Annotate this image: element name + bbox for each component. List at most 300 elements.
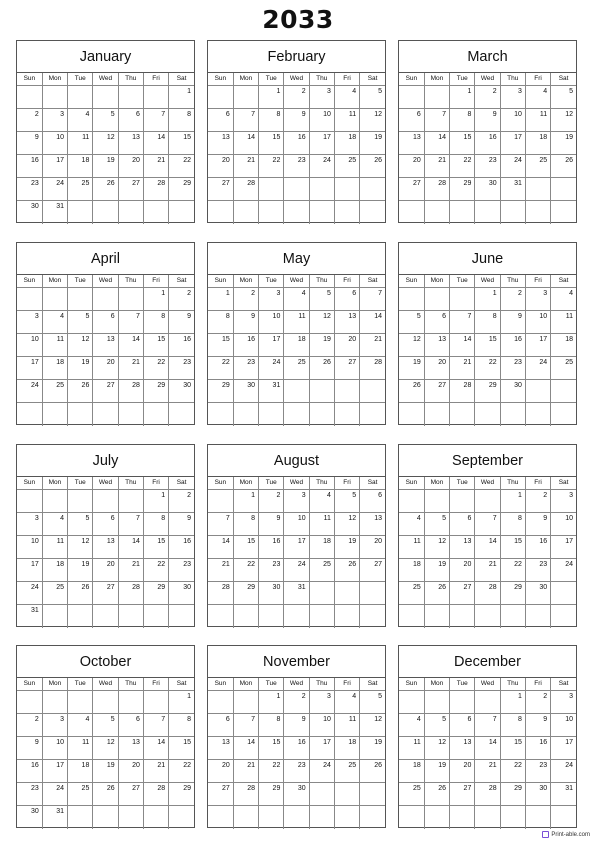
day-cell: 8 (259, 109, 284, 132)
day-cell: 16 (169, 536, 194, 559)
day-cell: 9 (17, 737, 42, 760)
day-cell: 17 (525, 334, 550, 357)
day-cell: 11 (334, 109, 359, 132)
day-cell: 3 (17, 513, 42, 536)
day-cell (169, 605, 194, 628)
day-cell: 10 (525, 311, 550, 334)
brand-logo (542, 831, 590, 838)
day-cell: 26 (93, 783, 118, 806)
day-cell: 30 (169, 380, 194, 403)
day-cell: 15 (259, 132, 284, 155)
month-june (398, 242, 577, 425)
day-cell: 4 (42, 311, 67, 334)
weekday-header: Wed (475, 275, 500, 288)
day-cell: 28 (143, 783, 168, 806)
day-cell: 8 (208, 311, 233, 334)
weekday-header: Mon (42, 275, 67, 288)
weekday-header: Thu (309, 678, 334, 691)
day-cell (208, 403, 233, 426)
day-cell: 9 (169, 513, 194, 536)
day-cell: 9 (284, 714, 309, 737)
weekday-header: Thu (500, 678, 525, 691)
day-cell: 29 (143, 380, 168, 403)
weekday-header: Mon (42, 678, 67, 691)
day-cell: 19 (68, 357, 93, 380)
day-cell: 14 (475, 536, 500, 559)
weekday-header: Thu (500, 477, 525, 490)
day-cell: 11 (284, 311, 309, 334)
day-cell: 25 (525, 155, 550, 178)
day-cell: 19 (360, 737, 385, 760)
day-cell: 22 (475, 357, 500, 380)
day-cell: 12 (424, 737, 449, 760)
month-table (208, 73, 385, 224)
day-cell (334, 403, 359, 426)
month-table (399, 477, 576, 628)
day-cell: 5 (360, 691, 385, 714)
day-cell: 2 (475, 86, 500, 109)
day-cell (118, 490, 143, 513)
day-cell: 12 (360, 714, 385, 737)
day-cell (551, 178, 576, 201)
day-cell: 27 (208, 783, 233, 806)
weekday-header: Wed (475, 73, 500, 86)
day-cell: 13 (93, 334, 118, 357)
day-cell: 25 (551, 357, 576, 380)
day-cell: 14 (475, 737, 500, 760)
day-cell: 20 (118, 155, 143, 178)
day-cell: 16 (169, 334, 194, 357)
day-cell (259, 178, 284, 201)
day-cell (399, 691, 424, 714)
weekday-header: Thu (309, 477, 334, 490)
day-cell (551, 403, 576, 426)
day-cell: 30 (17, 806, 42, 829)
day-cell (475, 490, 500, 513)
day-cell (118, 806, 143, 829)
day-cell: 17 (17, 357, 42, 380)
day-cell: 8 (233, 513, 258, 536)
month-table (208, 275, 385, 426)
day-cell: 19 (68, 559, 93, 582)
day-cell: 1 (475, 288, 500, 311)
day-cell: 25 (399, 783, 424, 806)
day-cell: 19 (93, 760, 118, 783)
day-cell: 6 (118, 109, 143, 132)
weekday-header: Sat (169, 275, 194, 288)
day-cell: 18 (334, 132, 359, 155)
day-cell (500, 806, 525, 829)
day-cell: 3 (525, 288, 550, 311)
day-cell: 16 (284, 737, 309, 760)
month-august (207, 444, 386, 627)
day-cell: 19 (424, 760, 449, 783)
day-cell: 29 (233, 582, 258, 605)
day-cell (450, 691, 475, 714)
day-cell: 3 (17, 311, 42, 334)
day-cell (399, 605, 424, 628)
day-cell (525, 178, 550, 201)
day-cell: 7 (450, 311, 475, 334)
day-cell: 11 (42, 536, 67, 559)
day-cell: 30 (233, 380, 258, 403)
day-cell: 18 (334, 737, 359, 760)
day-cell: 23 (525, 559, 550, 582)
printer-icon (542, 831, 549, 838)
day-cell: 26 (93, 178, 118, 201)
day-cell (551, 201, 576, 224)
day-cell (118, 691, 143, 714)
weekday-header: Sun (17, 73, 42, 86)
day-cell (360, 783, 385, 806)
day-cell (93, 691, 118, 714)
day-cell: 18 (309, 536, 334, 559)
day-cell (93, 490, 118, 513)
month-name: July (17, 445, 194, 477)
day-cell: 21 (143, 760, 168, 783)
day-cell: 31 (500, 178, 525, 201)
weekday-header: Sat (360, 477, 385, 490)
month-march (398, 40, 577, 223)
weekday-header: Fri (143, 678, 168, 691)
day-cell (118, 86, 143, 109)
weekday-header: Wed (284, 73, 309, 86)
day-cell: 30 (500, 380, 525, 403)
weekday-header: Thu (500, 275, 525, 288)
day-cell: 6 (118, 714, 143, 737)
day-cell: 3 (500, 86, 525, 109)
day-cell: 31 (17, 605, 42, 628)
day-cell: 6 (450, 714, 475, 737)
day-cell: 6 (334, 288, 359, 311)
day-cell: 18 (42, 559, 67, 582)
day-cell: 18 (42, 357, 67, 380)
day-cell: 12 (68, 334, 93, 357)
day-cell: 17 (17, 559, 42, 582)
weekday-header: Wed (284, 477, 309, 490)
day-cell: 12 (360, 109, 385, 132)
weekday-header: Sun (208, 73, 233, 86)
day-cell (208, 86, 233, 109)
day-cell: 24 (42, 178, 67, 201)
day-cell (360, 201, 385, 224)
weekday-header: Thu (118, 678, 143, 691)
day-cell (334, 178, 359, 201)
day-cell: 2 (500, 288, 525, 311)
day-cell: 24 (525, 357, 550, 380)
day-cell: 27 (334, 357, 359, 380)
day-cell: 7 (360, 288, 385, 311)
day-cell: 3 (284, 490, 309, 513)
day-cell: 23 (169, 559, 194, 582)
month-name: September (399, 445, 576, 477)
day-cell (334, 605, 359, 628)
weekday-header: Thu (500, 73, 525, 86)
day-cell (259, 605, 284, 628)
day-cell: 30 (475, 178, 500, 201)
day-cell: 26 (68, 582, 93, 605)
month-name: October (17, 646, 194, 678)
month-table (208, 477, 385, 628)
day-cell (68, 806, 93, 829)
day-cell (525, 806, 550, 829)
weekday-header: Wed (93, 275, 118, 288)
day-cell: 25 (42, 380, 67, 403)
month-september (398, 444, 577, 627)
day-cell: 27 (450, 582, 475, 605)
day-cell (284, 178, 309, 201)
weekday-header: Tue (68, 477, 93, 490)
day-cell: 2 (17, 714, 42, 737)
day-cell: 7 (475, 513, 500, 536)
day-cell (208, 490, 233, 513)
day-cell: 27 (360, 559, 385, 582)
day-cell: 2 (17, 109, 42, 132)
day-cell: 26 (360, 155, 385, 178)
month-table (17, 73, 194, 224)
brand-text: Print-able.com (551, 831, 590, 838)
day-cell (143, 605, 168, 628)
day-cell (42, 605, 67, 628)
day-cell (360, 178, 385, 201)
day-cell: 19 (360, 132, 385, 155)
day-cell: 13 (93, 536, 118, 559)
weekday-header: Thu (309, 275, 334, 288)
day-cell: 22 (208, 357, 233, 380)
day-cell: 29 (450, 178, 475, 201)
month-table (399, 678, 576, 829)
day-cell: 24 (309, 155, 334, 178)
day-cell: 5 (399, 311, 424, 334)
day-cell: 14 (360, 311, 385, 334)
day-cell: 12 (93, 737, 118, 760)
day-cell (233, 691, 258, 714)
weekday-header: Fri (143, 275, 168, 288)
day-cell: 3 (551, 691, 576, 714)
day-cell: 9 (475, 109, 500, 132)
day-cell: 14 (118, 536, 143, 559)
weekday-header: Thu (118, 275, 143, 288)
day-cell (424, 86, 449, 109)
day-cell: 16 (259, 536, 284, 559)
day-cell (259, 403, 284, 426)
weekday-header: Tue (259, 73, 284, 86)
day-cell (424, 605, 449, 628)
day-cell: 15 (233, 536, 258, 559)
weekday-header: Fri (334, 678, 359, 691)
weekday-header: Sat (551, 678, 576, 691)
day-cell: 10 (259, 311, 284, 334)
day-cell (118, 403, 143, 426)
day-cell (42, 86, 67, 109)
day-cell (475, 806, 500, 829)
day-cell: 1 (259, 86, 284, 109)
day-cell: 22 (500, 559, 525, 582)
weekday-header: Tue (450, 73, 475, 86)
day-cell: 9 (500, 311, 525, 334)
day-cell: 5 (68, 311, 93, 334)
day-cell: 24 (500, 155, 525, 178)
weekday-header: Sat (551, 477, 576, 490)
day-cell: 12 (551, 109, 576, 132)
weekday-header: Sat (551, 73, 576, 86)
day-cell: 22 (500, 760, 525, 783)
weekday-header: Fri (525, 73, 550, 86)
day-cell: 28 (233, 178, 258, 201)
day-cell: 8 (475, 311, 500, 334)
day-cell (360, 380, 385, 403)
weekday-header: Fri (334, 73, 359, 86)
day-cell: 21 (118, 357, 143, 380)
day-cell: 23 (284, 155, 309, 178)
day-cell (360, 806, 385, 829)
day-cell (525, 403, 550, 426)
day-cell: 16 (17, 155, 42, 178)
day-cell (118, 605, 143, 628)
day-cell: 1 (259, 691, 284, 714)
weekday-header: Sat (360, 275, 385, 288)
day-cell: 6 (208, 714, 233, 737)
day-cell: 25 (42, 582, 67, 605)
day-cell (360, 605, 385, 628)
month-name: June (399, 243, 576, 275)
day-cell (17, 86, 42, 109)
day-cell: 28 (118, 582, 143, 605)
day-cell: 16 (500, 334, 525, 357)
day-cell: 27 (93, 582, 118, 605)
day-cell: 20 (93, 559, 118, 582)
day-cell: 26 (334, 559, 359, 582)
day-cell: 15 (475, 334, 500, 357)
day-cell: 4 (68, 109, 93, 132)
weekday-header: Tue (450, 678, 475, 691)
day-cell (68, 86, 93, 109)
day-cell: 24 (309, 760, 334, 783)
day-cell: 10 (309, 714, 334, 737)
day-cell: 22 (143, 559, 168, 582)
day-cell (93, 288, 118, 311)
day-cell: 17 (284, 536, 309, 559)
day-cell: 14 (424, 132, 449, 155)
day-cell: 7 (118, 513, 143, 536)
weekday-header: Tue (68, 678, 93, 691)
day-cell: 5 (424, 513, 449, 536)
day-cell: 31 (551, 783, 576, 806)
day-cell: 11 (68, 737, 93, 760)
weekday-header: Sat (169, 73, 194, 86)
day-cell: 11 (525, 109, 550, 132)
day-cell: 21 (424, 155, 449, 178)
day-cell: 14 (233, 132, 258, 155)
day-cell (208, 691, 233, 714)
month-table (399, 73, 576, 224)
day-cell: 19 (551, 132, 576, 155)
day-cell (284, 806, 309, 829)
day-cell (68, 490, 93, 513)
day-cell: 13 (208, 737, 233, 760)
day-cell: 15 (450, 132, 475, 155)
day-cell: 27 (424, 380, 449, 403)
day-cell (143, 806, 168, 829)
day-cell: 13 (118, 132, 143, 155)
day-cell: 27 (399, 178, 424, 201)
day-cell (309, 582, 334, 605)
day-cell: 11 (399, 737, 424, 760)
day-cell (450, 403, 475, 426)
weekday-header: Wed (93, 678, 118, 691)
day-cell: 20 (399, 155, 424, 178)
day-cell: 4 (525, 86, 550, 109)
weekday-header: Fri (143, 73, 168, 86)
day-cell: 14 (143, 132, 168, 155)
weekday-header: Mon (42, 477, 67, 490)
weekday-header: Thu (118, 73, 143, 86)
day-cell: 4 (551, 288, 576, 311)
day-cell: 25 (309, 559, 334, 582)
month-table (17, 477, 194, 628)
day-cell: 24 (551, 559, 576, 582)
day-cell: 22 (259, 155, 284, 178)
weekday-header: Mon (424, 73, 449, 86)
day-cell (450, 806, 475, 829)
weekday-header: Tue (259, 678, 284, 691)
day-cell: 29 (500, 582, 525, 605)
day-cell: 29 (475, 380, 500, 403)
weekday-header: Mon (424, 477, 449, 490)
month-name: March (399, 41, 576, 73)
day-cell: 13 (424, 334, 449, 357)
day-cell: 9 (525, 513, 550, 536)
day-cell: 21 (233, 760, 258, 783)
day-cell (334, 783, 359, 806)
day-cell: 23 (17, 178, 42, 201)
day-cell (233, 86, 258, 109)
day-cell: 8 (143, 513, 168, 536)
day-cell (169, 201, 194, 224)
day-cell: 10 (500, 109, 525, 132)
day-cell: 9 (525, 714, 550, 737)
day-cell: 30 (259, 582, 284, 605)
month-name: January (17, 41, 194, 73)
day-cell (233, 403, 258, 426)
day-cell: 5 (334, 490, 359, 513)
day-cell: 29 (169, 783, 194, 806)
weekday-header: Mon (233, 477, 258, 490)
month-table (208, 678, 385, 829)
day-cell: 9 (169, 311, 194, 334)
day-cell: 25 (284, 357, 309, 380)
day-cell (424, 403, 449, 426)
day-cell: 28 (118, 380, 143, 403)
day-cell: 22 (450, 155, 475, 178)
day-cell: 5 (93, 109, 118, 132)
month-table (399, 275, 576, 426)
day-cell: 3 (42, 714, 67, 737)
day-cell: 20 (118, 760, 143, 783)
day-cell: 21 (475, 760, 500, 783)
day-cell: 11 (551, 311, 576, 334)
day-cell: 25 (68, 178, 93, 201)
day-cell: 7 (143, 109, 168, 132)
day-cell: 22 (169, 155, 194, 178)
day-cell: 20 (208, 760, 233, 783)
day-cell: 28 (143, 178, 168, 201)
day-cell: 6 (424, 311, 449, 334)
day-cell: 18 (68, 760, 93, 783)
day-cell (42, 691, 67, 714)
day-cell: 3 (309, 86, 334, 109)
day-cell: 31 (42, 201, 67, 224)
